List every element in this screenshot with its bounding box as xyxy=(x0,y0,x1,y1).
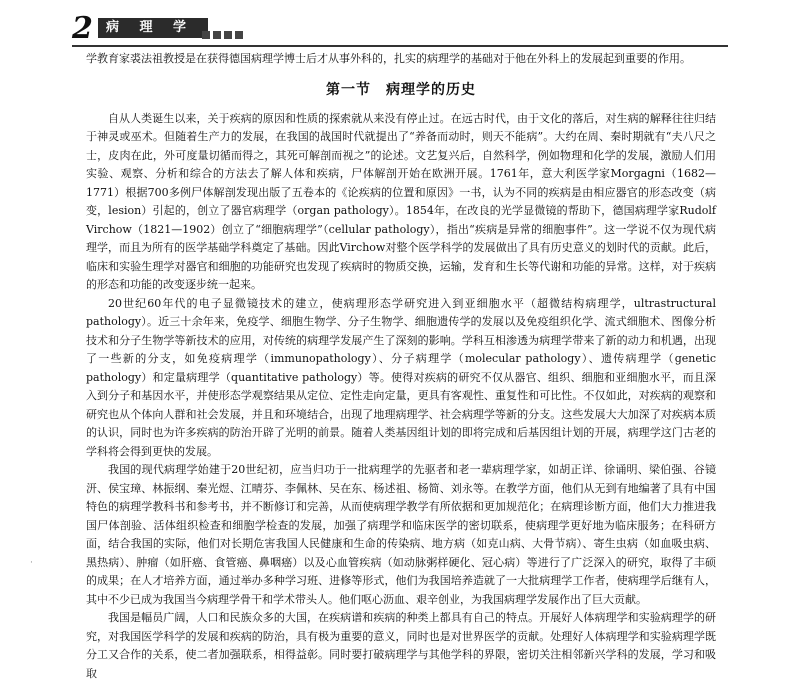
running-title: 病 理 学 xyxy=(98,18,208,38)
square-icon xyxy=(224,31,232,39)
header-decoration xyxy=(202,24,246,43)
body-paragraph: 自从人类诞生以来，关于疾病的原因和性质的探索就从来没有停止过。在远古时代，由于文化的落后，对生病的解释往往归结于神灵或巫术。但随着生产力的发展，在我国的战国时代就提出了“养备而动时，则天不能病”。大约在周、秦时期就有“夫八尺之士，皮肉在此，外可度量切循而得之，其死可解剖而视之”的论述。文艺复兴后，自然科学，例如物理和化学的发展，激励人们用实验、观察、分析和综合的方法去了解人体和疾病，尸体解剖开始在欧洲开展。1761年，意大利医学家Morgagni（1682—1771）根据700多例尸体解剖发现出版了五卷本的《论疾病的位置和原因》一书，认为不同的疾病是由相应器官的形态改变（病变，lesion）引起的，创立了器官病理学（organ pathology）。1854年，在改良的光学显微镜的帮助下，德国病理学家Rudolf Virchow（1821—1902）创立了“细胞病理学”（cellular pathology），指出“疾病是异常的细胞事件”。这一学说不仅为现代病理学，而且为所有的医学基础学科奠定了基础。因此Virchow对整个医学科学的发展做出了具有历史意义的划时代的贡献。此后，临床和实验生理学对器官和细胞的功能研究也发现了疾病时的物质交换，运输，发育和生长等代谢和功能的异常。这样，对于疾病的形态和功能的改变逐步统一起来。 xyxy=(86,111,716,291)
body-paragraph: 20世纪60年代的电子显微镜技术的建立，使病理形态学研究进入到亚细胞水平（超微结构病理学，ultrastructural pathology）。近三十余年来，免疫学、细胞生物学、分子生物学、细胞遗传学的发展以及免疫组织化学、流式细胞术、图像分析技术和分子生物学等新技术的应用，对传统的病理学发展产生了深刻的影响。学科互相渗透为病理学带来了新的动力和机遇，出现了一些新的分支，如免疫病理学（immunopathology）、分子病理学（molecular pathology）、遗传病理学（genetic pathology）和定量病理学（quantitative pathology）等。使得对疾病的研究不仅从器官、组织、细胞和亚细胞水平，而且深入到分子和基因水平，并使形态学观察结果从定位、定性走向定量，更具有客观性、重复性和可比性。不仅如此，对疾病的观察和研究也从个体向人群和社会发展，并且和环境结合，出现了地理病理学、社会病理学等新的分支。这些发展大大加深了对疾病本质的认识，同时也为许多疾病的防治开辟了光明的前景。随着人类基因组计划的即将完成和后基因组计划的开展，病理学这门古老的学科将会得到更快的发展。 xyxy=(86,296,716,458)
square-icon xyxy=(202,31,210,39)
body-paragraph: 我国的现代病理学始建于20世纪初，应当归功于一批病理学的先驱者和老一辈病理学家，如胡正详、徐诵明、梁伯强、谷镜汧、侯宝璋、林振纲、秦光煜、江晴芬、李佩林、吴在东、杨述祖、杨简、刘永等。在教学方面，他们从无到有地编著了具有中国特色的病理学教科书和参考书，并不断修订和完善，从而使病理学教学有所依据和更加规范化；在病理诊断方面，他们大力推进我国尸体剖验、活体组织检查和细胞学检查的发展，加强了病理学和临床医学的密切联系，使病理学更好地为临床服务；在科研方面，结合我国的实际，他们对长期危害我国人民健康和生命的传染病、地方病（如克山病、大骨节病）、寄生虫病（如血吸虫病、黑热病）、肿瘤（如肝癌、食管癌、鼻咽癌）以及心血管疾病（如动脉粥样硬化、冠心病）等进行了广泛深入的研究，取得了丰硕的成果；在人才培养方面，通过举办多种学习班、进修等形式，他们为我国培养造就了一大批病理学工作者，使病理学后继有人，其中不少已成为我国当今病理学骨干和学术带头人。他们呕心沥血、艰辛创业，为我国病理学发展作出了巨大贡献。 xyxy=(86,463,716,606)
margin-mark: · xyxy=(30,558,33,568)
intro-paragraph: 学教育家裘法祖教授是在获得德国病理学博士后才从事外科的，扎实的病理学的基础对于他在外科上的发展起到重要的作用。 xyxy=(86,52,691,65)
square-icon xyxy=(235,31,243,39)
page-number: 2 xyxy=(72,11,93,46)
page-body xyxy=(86,50,716,683)
header-rule xyxy=(72,45,728,47)
page-header xyxy=(72,11,728,46)
section-title: 第一节 病理学的历史 xyxy=(326,81,476,98)
square-icon xyxy=(213,31,221,39)
body-paragraph: 我国是幅员广阔，人口和民族众多的大国，在疾病谱和疾病的种类上都具有自己的特点。开展好人体病理学和实验病理学的研究，对我国医学科学的发展和疾病的防治，具有极为重要的意义，同时也是对世界医学的贡献。处理好人体病理学和实验病理学既分工又合作的关系，使二者加强联系，相得益彰。同时要打破病理学与其他学科的界限，密切关注相邻新兴学科的发展，学习和吸取 xyxy=(86,611,716,680)
